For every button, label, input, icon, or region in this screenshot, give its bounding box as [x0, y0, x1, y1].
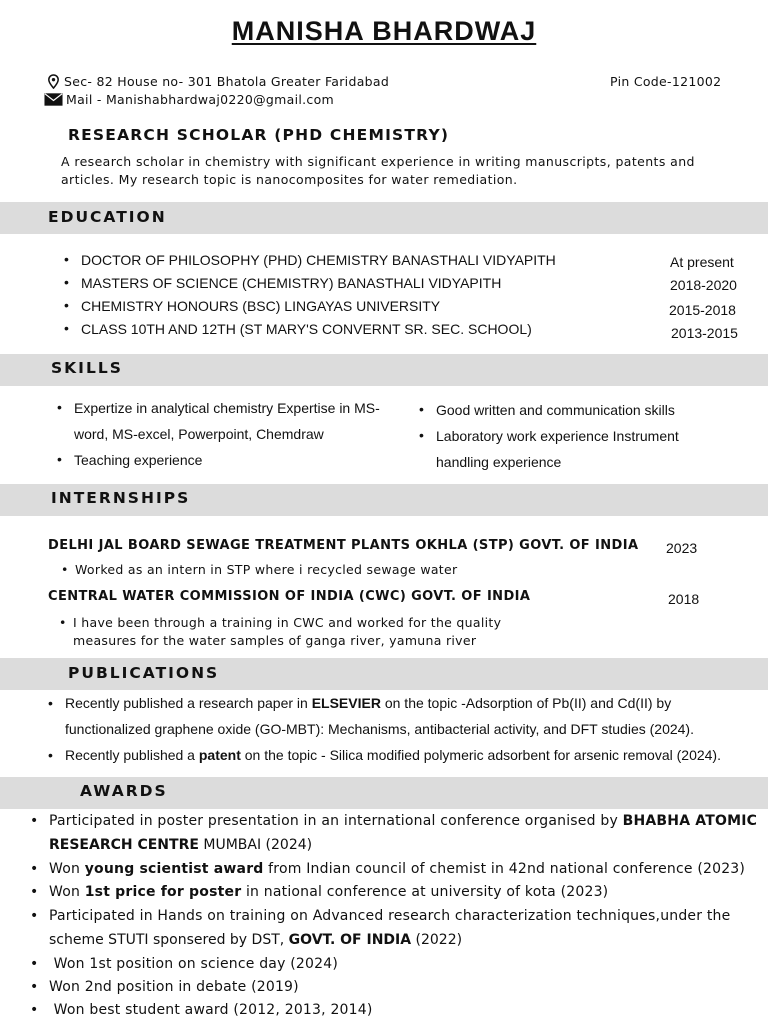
publication-item	[65, 690, 671, 716]
publication-patent: patent	[198, 747, 241, 763]
award-text: Participated in poster presentation in an international conference organised by	[49, 813, 623, 829]
skills-heading: SKILLS	[51, 359, 123, 377]
internship-title: CENTRAL WATER COMMISSION OF INDIA (CWC) GOVT. OF INDIA	[48, 589, 531, 604]
award-item	[49, 880, 608, 904]
profile-summary: A research scholar in chemistry with significant experience in writing manuscripts, patents and articles. My research topic is nanocomposites for water remediation.	[61, 154, 695, 187]
award-item: • Won best student award (2012, 2013, 2014)	[49, 998, 373, 1022]
publications-band	[0, 658, 768, 690]
education-item: • CHEMISTRY HONOURS (BSC) LINGAYAS UNIVERSITY	[81, 298, 440, 314]
award-text: from Indian council of chemist in 42nd national conference (2023)	[263, 861, 746, 877]
internship-title: DELHI JAL BOARD SEWAGE TREATMENT PLANTS OKHLA (STP) GOVT. OF INDIA	[48, 538, 639, 553]
role-title: RESEARCH SCHOLAR (PHD CHEMISTRY)	[68, 126, 450, 144]
publication-text: Recently published a research paper in	[65, 695, 312, 711]
education-item: • DOCTOR OF PHILOSOPHY (PHD) CHEMISTRY BANASTHALI VIDYAPITH	[81, 252, 556, 268]
award-text: in national conference at university of kota (2023)	[241, 884, 609, 900]
education-band	[0, 202, 768, 234]
publication-item	[65, 742, 721, 768]
education-year: 2013-2015	[671, 325, 738, 341]
address-line	[46, 74, 389, 89]
award-highlight: 1st price for poster	[84, 884, 242, 900]
education-item: • CLASS 10TH AND 12TH (ST MARY'S CONVERNT SR. SEC. SCHOOL)	[81, 321, 532, 337]
skill-item-continued: word, MS-excel, Powerpoint, Chemdraw	[74, 426, 324, 442]
award-text: scheme STUTI sponsered by DST,	[49, 932, 289, 948]
award-highlight: GOVT. OF INDIA	[288, 932, 412, 948]
internships-heading: INTERNSHIPS	[51, 489, 191, 507]
awards-band	[0, 777, 768, 809]
skill-item: • Teaching experience	[74, 452, 202, 468]
education-year: 2015-2018	[669, 302, 736, 318]
award-item: • Participated in Hands on training on Advanced research characterization techniques,under the	[49, 904, 730, 928]
publication-text: on the topic - Silica modified polymeric adsorbent for arsenic removal (2024).	[240, 747, 721, 763]
mail-text[interactable]: Mail - Manishabhardwaj0220@gmail.com	[66, 92, 335, 107]
skills-band	[0, 354, 768, 386]
publications-heading: PUBLICATIONS	[68, 664, 220, 682]
education-item: • MASTERS OF SCIENCE (CHEMISTRY) BANASTHALI VIDYAPITH	[81, 275, 501, 291]
education-year: 2018-2020	[670, 277, 737, 293]
location-pin-icon	[46, 74, 61, 89]
award-highlight: RESEARCH CENTRE	[49, 837, 199, 853]
internships-band	[0, 484, 768, 516]
award-item-continued	[49, 928, 462, 952]
award-item: • Won 2nd position in debate (2019)	[49, 975, 299, 999]
award-text: (2022)	[411, 932, 463, 948]
skill-item: • Good written and communication skills	[436, 402, 675, 418]
mail-line	[44, 92, 334, 107]
award-text: Won	[49, 861, 85, 877]
publication-text: on the topic -Adsorption of Pb(II) and Cd(II) by	[380, 695, 672, 711]
publication-text: Recently published a	[65, 747, 199, 763]
education-year: At present	[670, 254, 734, 270]
award-text: MUMBAI (2024)	[198, 837, 313, 853]
internship-year: 2018	[668, 591, 700, 607]
internship-note-continued: measures for the water samples of ganga river, yamuna river	[73, 633, 477, 648]
skill-item: • Expertize in analytical chemistry Expertise in MS-	[74, 400, 380, 416]
award-text: Won	[49, 884, 85, 900]
internship-note: • Worked as an intern in STP where i recycled sewage water	[75, 561, 457, 579]
address-text: Sec- 82 House no- 301 Bhatola Greater Faridabad	[64, 74, 390, 89]
publication-item-continued: functionalized graphene oxide (GO-MBT): Mechanisms, antibacterial activity, and DFT studies (2024).	[65, 721, 694, 737]
award-item: • Won 1st position on science day (2024)	[49, 952, 338, 976]
award-item-continued	[49, 833, 312, 857]
skill-item-continued: handling experience	[436, 454, 562, 470]
envelope-icon	[44, 92, 63, 107]
publication-journal: ELSEVIER	[311, 695, 381, 711]
skill-item: • Laboratory work experience Instrument	[436, 428, 679, 444]
education-heading: EDUCATION	[48, 208, 167, 226]
award-item	[49, 809, 757, 833]
internship-year: 2023	[666, 540, 698, 556]
award-highlight: BHABHA ATOMIC	[622, 813, 758, 829]
internship-note: • I have been through a training in CWC and worked for the quality	[73, 614, 501, 632]
awards-heading: AWARDS	[80, 782, 168, 800]
award-item	[49, 857, 745, 881]
pincode: Pin Code-121002	[610, 74, 722, 89]
candidate-name: MANISHA BHARDWAJ	[231, 16, 537, 46]
award-highlight: young scientist award	[84, 861, 264, 877]
